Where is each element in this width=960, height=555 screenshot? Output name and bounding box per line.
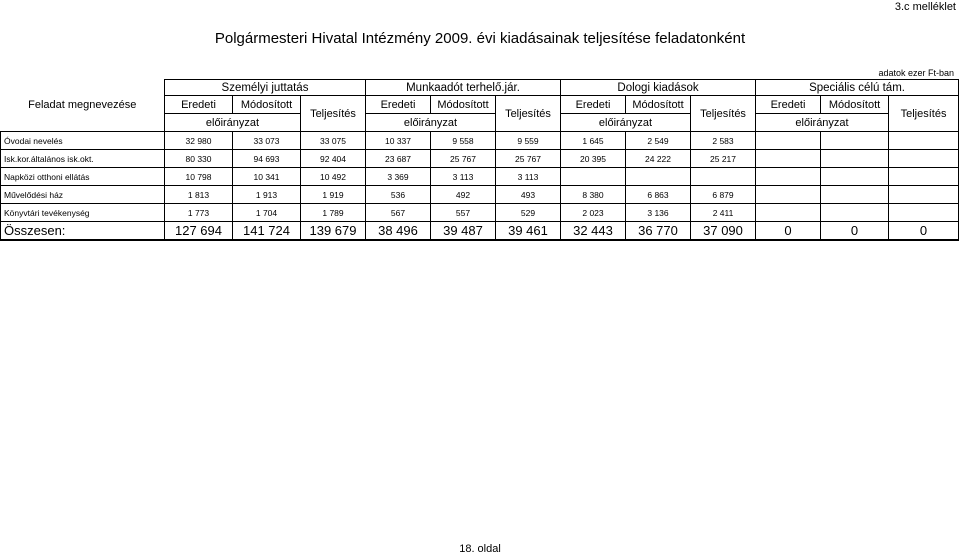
table-cell: 25 217 [691,150,756,168]
total-cell: 0 [756,222,821,241]
table-cell [889,186,959,204]
table-cell: 1 645 [561,132,626,150]
table-cell [756,132,821,150]
page-number: 18. oldal [459,543,501,555]
row-label: Napközi otthoni ellátás [1,168,165,186]
col-original: Eredeti [561,96,626,114]
table-cell: 2 583 [691,132,756,150]
table-cell [821,186,889,204]
row-label: Művelődési ház [1,186,165,204]
table-cell: 94 693 [233,150,301,168]
total-cell: 32 443 [561,222,626,241]
unit-note: adatok ezer Ft-ban [878,68,954,78]
group-header-row [1,80,959,96]
table-cell: 1 704 [233,204,301,222]
row-label: Isk.kor.általános isk.okt. [1,150,165,168]
col-appropriation: előirányzat [366,114,496,132]
appropriation-header-row [1,114,959,132]
row-label: Könyvtári tevékenység [1,204,165,222]
total-cell: 36 770 [626,222,691,241]
table-cell: 1 919 [301,186,366,204]
total-cell: 139 679 [301,222,366,241]
col-modified: Módosított [626,96,691,114]
total-cell: 37 090 [691,222,756,241]
total-cell: 127 694 [165,222,233,241]
total-cell: 0 [821,222,889,241]
table-cell: 10 337 [366,132,431,150]
table-cell: 20 395 [561,150,626,168]
table-cell: 6 879 [691,186,756,204]
table-cell: 493 [496,186,561,204]
table-cell: 492 [431,186,496,204]
table-cell: 25 767 [496,150,561,168]
total-cell: 0 [889,222,959,241]
table-cell: 24 222 [626,150,691,168]
group-special-grants: Speciális célú tám. [756,80,959,96]
col-appropriation: előirányzat [756,114,889,132]
table-cell: 23 687 [366,150,431,168]
table-cell: 529 [496,204,561,222]
table-cell [889,150,959,168]
table-cell [691,168,756,186]
budget-table [0,79,959,241]
task-name-header: Feladat megnevezése [1,96,165,114]
table-row [1,150,959,168]
table-cell [756,150,821,168]
group-personnel: Személyi juttatás [165,80,366,96]
table-cell: 9 558 [431,132,496,150]
total-row [1,222,959,241]
table-cell: 3 113 [431,168,496,186]
group-material: Dologi kiadások [561,80,756,96]
table-cell: 567 [366,204,431,222]
task-header-top [1,80,165,96]
table-cell: 1 813 [165,186,233,204]
total-cell: 38 496 [366,222,431,241]
table-cell: 92 404 [301,150,366,168]
table-cell [561,168,626,186]
table-cell [889,132,959,150]
table-cell: 33 075 [301,132,366,150]
document-title: Polgármesteri Hivatal Intézmény 2009. évi kiadásainak teljesítése feladatonként [214,30,746,47]
group-employer-contrib: Munkaadót terhelő.jár. [366,80,561,96]
table-cell: 2 411 [691,204,756,222]
table-cell: 9 559 [496,132,561,150]
row-label: Óvodai nevelés [1,132,165,150]
col-performance: Teljesítés [691,96,756,132]
table-cell: 10 492 [301,168,366,186]
total-cell: 39 487 [431,222,496,241]
table-cell: 32 980 [165,132,233,150]
table-cell [821,168,889,186]
table-row [1,204,959,222]
col-modified: Módosított [233,96,301,114]
table-cell [821,204,889,222]
col-performance: Teljesítés [301,96,366,132]
table-cell: 557 [431,204,496,222]
table-cell [889,168,959,186]
table-cell: 2 549 [626,132,691,150]
col-appropriation: előirányzat [561,114,691,132]
table-cell: 3 369 [366,168,431,186]
table-cell: 10 341 [233,168,301,186]
table-cell [756,186,821,204]
data-rows [1,132,959,222]
column-header-row [1,96,959,114]
table-row [1,186,959,204]
total-cell: 39 461 [496,222,561,241]
table-cell: 8 380 [561,186,626,204]
table-cell: 1 789 [301,204,366,222]
table-cell: 25 767 [431,150,496,168]
table-cell: 33 073 [233,132,301,150]
col-appropriation: előirányzat [165,114,301,132]
table-cell [821,150,889,168]
table-cell: 1 913 [233,186,301,204]
table-cell [626,168,691,186]
col-original: Eredeti [756,96,821,114]
table-cell: 1 773 [165,204,233,222]
col-original: Eredeti [165,96,233,114]
annex-label: 3.c melléklet [894,1,956,13]
table-row [1,132,959,150]
total-cell: 141 724 [233,222,301,241]
col-modified: Módosított [431,96,496,114]
table-cell: 536 [366,186,431,204]
table-row [1,168,959,186]
table-cell: 6 863 [626,186,691,204]
table-cell [889,204,959,222]
table-cell: 10 798 [165,168,233,186]
table-cell [756,204,821,222]
table-cell: 2 023 [561,204,626,222]
col-performance: Teljesítés [496,96,561,132]
col-modified: Módosított [821,96,889,114]
table-cell: 3 136 [626,204,691,222]
total-label: Összesen: [1,222,165,241]
table-cell [821,132,889,150]
table-cell: 80 330 [165,150,233,168]
task-header-bottom [1,114,165,132]
table-cell [756,168,821,186]
col-performance: Teljesítés [889,96,959,132]
col-original: Eredeti [366,96,431,114]
table-cell: 3 113 [496,168,561,186]
